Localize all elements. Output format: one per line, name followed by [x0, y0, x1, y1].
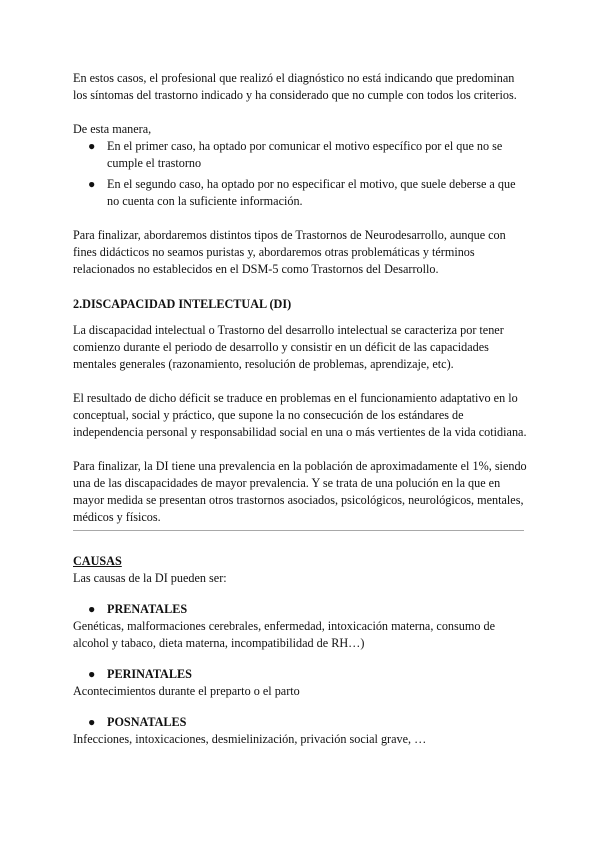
cause-heading-text: POSNATALES [107, 715, 187, 729]
list-item [73, 138, 528, 172]
cause-heading-text: PERINATALES [107, 667, 192, 681]
list-item-text: En el segundo caso, ha optado por no especificar el motivo, que suele deberse a que no cuenta con la suficiente información. [107, 177, 516, 208]
causas-title: CAUSAS [73, 554, 122, 568]
section-title: 2.DISCAPACIDAD INTELECTUAL (DI) [73, 297, 292, 311]
cause-description: Infecciones, intoxicaciones, desmielinización, privación social grave, … [73, 732, 427, 746]
section-paragraph-1: La discapacidad intelectual o Trastorno del desarrollo intelectual se caracteriza por tener comienzo durante el periodo de desarrollo y consistir en un déficit de las capacidades mentales generales (razonamiento, resolución de problemas, aprendizaje, etc). [73, 323, 504, 371]
horizontal-divider [73, 530, 524, 531]
list-item-text: En el primer caso, ha optado por comunicar el motivo específico por el que no se cumple el trastorno [107, 139, 503, 170]
bullet-icon: ● [88, 602, 96, 616]
intro-paragraph-2: De esta manera, [73, 122, 152, 136]
section-paragraph-3: Para finalizar, la DI tiene una prevalencia en la población de aproximadamente el 1%, siendo una de las discapacidades de mayor prevalencia. Y se trata de una polución en la que en mayor medida se presentan otros trastornos asociados, psicológicos, neurológicos, mentales, médicos y físicos. [73, 459, 527, 524]
cause-heading [73, 714, 528, 731]
cause-heading [73, 601, 528, 618]
cause-block-prenatales [73, 601, 528, 652]
bullet-icon: ● [88, 667, 96, 681]
bullet-icon: ● [88, 139, 96, 153]
list-item [73, 176, 528, 210]
causas-intro: Las causas de la DI pueden ser: [73, 571, 227, 585]
cause-description: Acontecimientos durante el preparto o el parto [73, 684, 300, 698]
cause-heading [73, 666, 528, 683]
cause-heading-text: PRENATALES [107, 602, 188, 616]
document-page [73, 70, 528, 748]
section-paragraph-2: El resultado de dicho déficit se traduce en problemas en el funcionamiento adaptativo en lo conceptual, social y práctico, que supone la no consecución de los estándares de independencia personal y responsabilidad social en una o más vertientes de la vida cotidiana. [73, 391, 527, 439]
bullet-icon: ● [88, 177, 96, 191]
cause-block-posnatales [73, 714, 528, 748]
cause-block-perinatales [73, 666, 528, 700]
intro-paragraph-3: Para finalizar, abordaremos distintos tipos de Trastornos de Neurodesarrollo, aunque con fines didácticos no seamos puristas y, abordaremos otras problemáticas y términos relacionados no establecidos en el DSM-5 como Trastornos del Desarrollo. [73, 228, 506, 276]
bullet-icon: ● [88, 715, 96, 729]
intro-bullet-list [73, 138, 528, 210]
intro-paragraph-1: En estos casos, el profesional que realizó el diagnóstico no está indicando que predominan los síntomas del trastorno indicado y ha considerado que no cumple con todos los criterios. [73, 71, 517, 102]
cause-description: Genéticas, malformaciones cerebrales, enfermedad, intoxicación materna, consumo de alcohol y tabaco, dieta materna, incompatibilidad de RH…) [73, 619, 495, 650]
